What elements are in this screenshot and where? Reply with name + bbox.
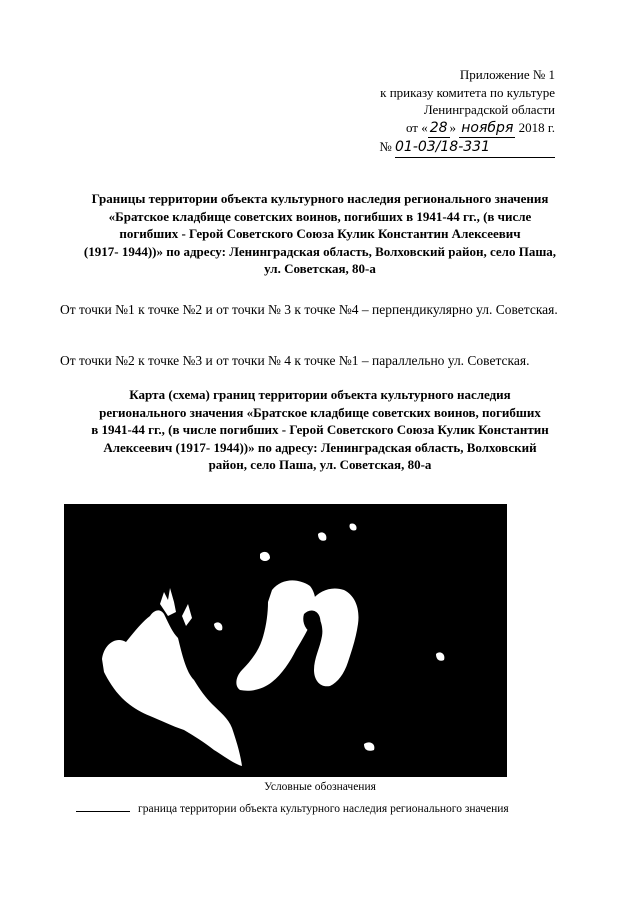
boundary-line-symbol: [76, 811, 130, 812]
map-title: [0, 386, 640, 474]
date-year: 2018 г.: [518, 119, 555, 135]
appendix-line-2: к приказу комитета по культуре: [380, 84, 555, 100]
date-mid: »: [449, 119, 457, 135]
map-title-line-3: в 1941-44 гг., (в числе погибших - Герой Советского Союза Кулик Константин: [91, 422, 549, 437]
boundary-description-2: От точки №2 к точке №3 и от точки № 4 к точке №1 – параллельно ул. Советская.: [60, 353, 530, 368]
title-line-3: погибших - Герой Советского Союза Кулик Константин Алексеевич: [119, 226, 521, 241]
document-title: [0, 190, 640, 278]
map-title-line-1: Карта (схема) границ территории объекта культурного наследия: [129, 387, 511, 402]
title-line-1: Границы территории объекта культурного наследия регионального значения: [91, 191, 549, 206]
title-line-4: (1917- 1944))» по адресу: Ленинградская область, Волховский район, село Паша,: [83, 243, 557, 259]
number-prefix: №: [379, 139, 392, 154]
appendix-line-1: Приложение № 1: [459, 67, 555, 82]
title-line-2: «Братское кладбище советских воинов, погибших в 1941-44 гг., (в числе: [108, 208, 532, 224]
map-raster: [64, 504, 507, 777]
legend-item: [76, 803, 509, 815]
title-line-5: ул. Советская, 80-а: [264, 261, 376, 276]
order-number: 01-03/18-331: [395, 139, 555, 158]
appendix-line-3: Ленинградской области: [423, 102, 555, 117]
boundary-description-1: От точки №1 к точке №2 и от точки № 3 к точке №4 – перпендикулярно ул. Советская.: [60, 302, 558, 317]
legend-title: Условные обозначения: [264, 781, 376, 793]
appendix-number: [379, 138, 555, 158]
map-title-line-2: регионального значения «Братское кладбище советских воинов, погибших: [99, 404, 541, 420]
legend-item-label: граница территории объекта культурного наследия регионального значения: [138, 803, 509, 815]
scheme-map-image: [64, 504, 507, 777]
map-title-line-5: район, село Паша, ул. Советская, 80-а: [208, 457, 432, 472]
appendix-date: [379, 119, 555, 139]
date-month: ноября: [459, 120, 515, 139]
map-title-line-4: Алексеевич (1917- 1944))» по адресу: Ленинградская область, Волховский: [103, 439, 537, 455]
date-day: 28: [428, 120, 450, 139]
date-prefix: от «: [405, 119, 428, 135]
appendix-header: [379, 66, 555, 158]
